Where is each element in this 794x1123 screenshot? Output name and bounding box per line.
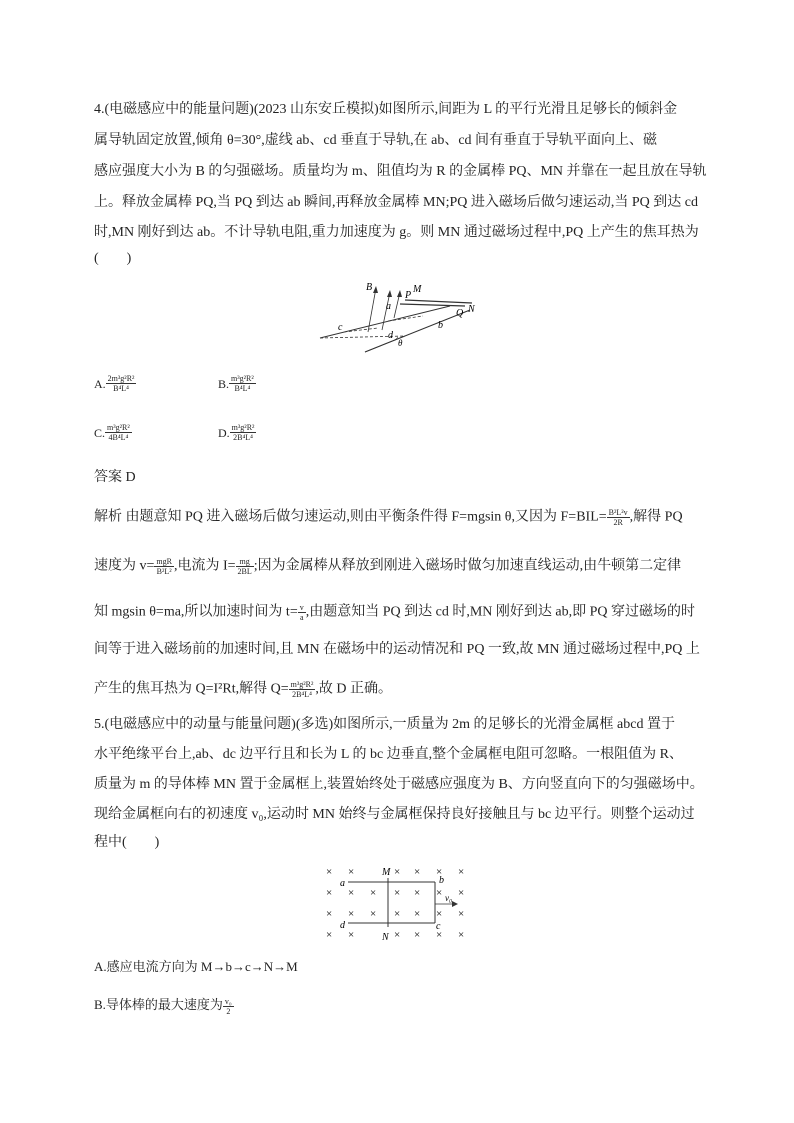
q4-solution-line-5: 产生的焦耳热为 Q=I²Rt,解得 Q= $\frac{\text{m³g²R²}}{\text{2B⁴L⁴}}$ ,故 D 正确。 [94, 680, 392, 699]
field-cross: × [436, 866, 443, 878]
field-cross: × [348, 929, 355, 941]
option-num: m³g²R² [107, 423, 130, 432]
q4-label-N: N [468, 304, 475, 315]
field-cross: × [458, 908, 465, 920]
q4-bracket: ( ) [94, 251, 132, 266]
field-cross: × [370, 887, 377, 899]
q4-label-M: M [413, 284, 422, 295]
field-cross: × [370, 908, 377, 920]
q5-label-a: a [340, 878, 345, 889]
field-cross: × [414, 929, 421, 941]
field-cross: × [458, 866, 465, 878]
q4-line-3: 感应强度大小为 B 的匀强磁场。质量均为 m、阻值均为 R 的金属棒 PQ、MN 并靠在一起且放在导轨 [94, 164, 707, 179]
q4-label-d: d [388, 330, 393, 341]
q5-figure [322, 860, 472, 942]
q4-label-P: P [405, 290, 412, 301]
field-cross: × [458, 929, 465, 941]
field-cross: × [348, 866, 355, 878]
q5-label-d: d [340, 920, 345, 931]
field-cross: × [326, 887, 333, 899]
q5-label-c: c [436, 921, 441, 932]
q4-option-b[interactable] [218, 374, 256, 393]
field-cross: × [394, 866, 401, 878]
option-den: B⁴L⁴ [113, 384, 129, 393]
q4-line-2: 属导轨固定放置,倾角 θ=30°,虚线 ab、cd 垂直于导轨,在 ab、cd 间有垂直于导轨平面向上、磁 [94, 133, 658, 148]
q4-label-a: a [386, 301, 391, 312]
field-cross: × [414, 908, 421, 920]
field-cross: × [348, 887, 355, 899]
q5-label-N: N [382, 932, 389, 942]
q4-line-5: 时,MN 刚好到达 ab。不计导轨电阻,重力加速度为 g。则 MN 通过磁场过程中,PQ 上产生的焦耳热为 [94, 225, 699, 240]
option-letter: B. [218, 376, 230, 391]
q4-solution-line-2: 速度为 v= $\frac{\text{mgR}}{\text{B²L²}}$ ,电流为 I= $\frac{mg}{2BL}$ ;因为金属棒从释放到刚进入磁场时做匀加速直线运动,由牛顿第二定律 [94, 557, 682, 576]
q4-label-theta: θ [398, 338, 403, 348]
field-cross: × [394, 908, 401, 920]
field-cross: × [458, 887, 465, 899]
q4-label-B: B [366, 282, 373, 293]
q5-line-3: 质量为 m 的导体棒 MN 置于金属框上,装置始终处于磁感应强度为 B、方向竖直向下的匀强磁场中。 [94, 777, 704, 792]
q5-line-2: 水平绝缘平台上,ab、dc 边平行且和长为 L 的 bc 边垂直,整个金属框电阻可忽略。一根阻值为 R、 [94, 747, 684, 762]
q4-answer: 答案 D [94, 470, 136, 485]
q4-solution-line-1: 解析 由题意知 PQ 进入磁场后做匀速运动,则由平衡条件得 F=mgsin θ,又因为 F=BIL= $\frac{\text{B²L²v}}{2R}$ ,解得 PQ [94, 508, 683, 527]
field-cross: × [326, 908, 333, 920]
option-letter: A. [94, 376, 106, 391]
q5-line-4: 现给金属框向右的初速度 v₀,运动时 MN 始终与金属框保持良好接触且与 bc 边平行。则整个运动过 [94, 807, 695, 822]
option-letter: D. [218, 425, 230, 440]
q4-figure [310, 276, 490, 358]
option-letter: C. [94, 425, 106, 440]
q4-label-b: b [438, 320, 443, 331]
field-cross: × [436, 929, 443, 941]
field-cross: × [394, 887, 401, 899]
q4-label-c: c [338, 322, 343, 333]
field-cross: × [436, 908, 443, 920]
option-den: 4B⁴L⁴ [108, 433, 129, 442]
option-num: 2m³g²R² [107, 374, 135, 383]
field-cross: × [414, 866, 421, 878]
q5-line-5: 程中( ) [94, 835, 160, 850]
q4-option-c[interactable] [94, 423, 132, 442]
field-cross: × [436, 887, 443, 899]
field-cross: × [348, 908, 355, 920]
q5-label-v0: v₀ [445, 893, 453, 903]
q4-option-a[interactable] [94, 374, 136, 393]
q5-label-b: b [439, 875, 444, 886]
q4-solution-line-4: 间等于进入磁场前的加速时间,且 MN 在磁场中的运动情况和 PQ 一致,故 MN 通过磁场过程中,PQ 上 [94, 642, 700, 657]
option-num: m³g²R² [231, 423, 255, 432]
option-den: 2B⁴L⁴ [233, 433, 253, 442]
q5-line-1: 5.(电磁感应中的动量与能量问题)(多选)如图所示,一质量为 2m 的足够长的光滑金属框 abcd 置于 [94, 717, 675, 732]
q4-line-1: 4.(电磁感应中的能量问题)(2023 山东安丘模拟)如图所示,间距为 L 的平行光滑且足够长的倾斜金 [94, 102, 678, 117]
field-cross: × [414, 887, 421, 899]
field-cross: × [326, 929, 333, 941]
q4-option-d[interactable] [218, 423, 256, 442]
field-cross: × [326, 866, 333, 878]
q4-solution-line-3: 知 mgsin θ=ma,所以加速时间为 t= $\frac{v}{a}$ ,由题意知当 PQ 到达 cd 时,MN 刚好到达 ab,即 PQ 穿过磁场的时 [94, 603, 695, 622]
q5-option-b[interactable]: B.导体棒的最大速度为 $\frac{\text{v₀}}{2}$ [94, 996, 232, 1016]
option-den: B⁴L⁴ [234, 384, 251, 393]
option-num: m³g²R² [231, 374, 254, 383]
field-cross: × [394, 929, 401, 941]
q4-line-4: 上。释放金属棒 PQ,当 PQ 到达 ab 瞬间,再释放金属棒 MN;PQ 进入磁场后做匀速运动,当 PQ 到达 cd [94, 195, 698, 210]
q5-option-a[interactable]: A.感应电流方向为 M→b→c→N→M [94, 959, 298, 974]
q4-label-Q: Q [456, 308, 464, 319]
q5-label-M: M [382, 867, 391, 878]
